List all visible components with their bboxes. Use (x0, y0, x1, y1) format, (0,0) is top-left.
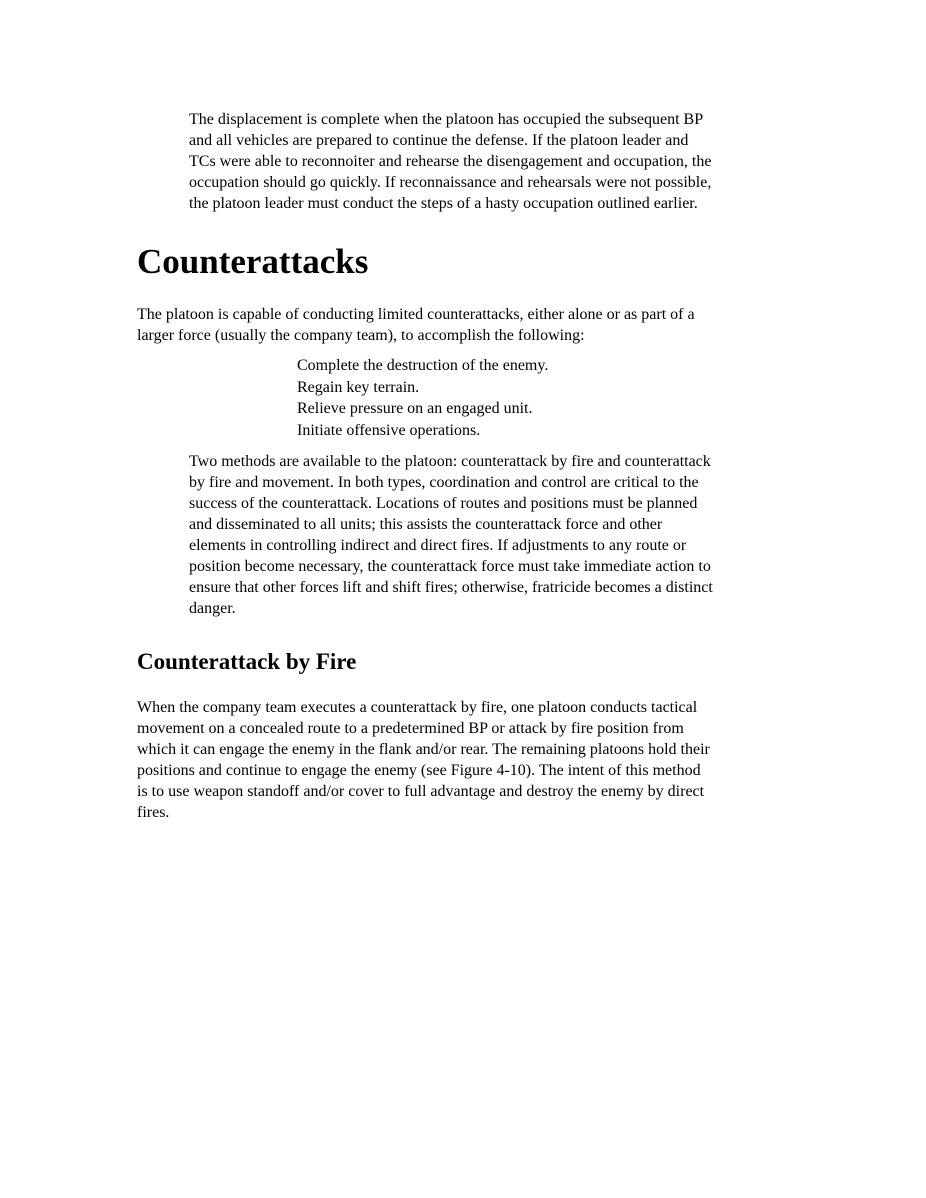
text-line: The displacement is complete when the platoon has occupied the subsequent BP (189, 111, 704, 128)
list-item: Relieve pressure on an engaged unit. (297, 400, 533, 417)
text-line: which it can engage the enemy in the flank and/or rear. The remaining platoons hold their (137, 741, 710, 758)
text-line: fires. (137, 804, 170, 821)
list-item: Regain key terrain. (297, 378, 420, 396)
paragraph-displacement (189, 109, 711, 214)
text-line: the platoon leader must conduct the steps of a hasty occupation outlined earlier. (189, 195, 698, 212)
paragraph-intro (137, 304, 695, 346)
section-heading-counterattacks: Counterattacks (137, 242, 369, 281)
text-line: positions and continue to engage the enemy (see Figure 4-10). The intent of this method (137, 762, 701, 779)
text-line: larger force (usually the company team), to accomplish the following: (137, 327, 585, 344)
text-line: danger. (189, 600, 236, 617)
text-line: ensure that other forces lift and shift fires; otherwise, fratricide becomes a distinct (189, 579, 713, 596)
text-line: When the company team executes a counterattack by fire, one platoon conducts tactical (137, 699, 698, 716)
text-line: success of the counterattack. Locations of routes and positions must be planned (189, 495, 698, 512)
text-line: movement on a concealed route to a predetermined BP or attack by fire position from (137, 720, 684, 737)
text-line: elements in controlling indirect and direct fires. If adjustments to any route or (189, 537, 687, 554)
text-line: position become necessary, the counterattack force must take immediate action to (189, 558, 711, 575)
text-line: Two methods are available to the platoon: counterattack by fire and counterattack (189, 453, 711, 470)
text-line: by fire and movement. In both types, coordination and control are critical to the (189, 474, 699, 491)
section-heading-counterattack-by-fire: Counterattack by Fire (137, 649, 357, 674)
paragraph-methods (189, 451, 713, 619)
text-line: The platoon is capable of conducting limited counterattacks, either alone or as part of a (137, 306, 695, 323)
list-item: Complete the destruction of the enemy. (297, 357, 549, 374)
list-item: Initiate offensive operations. (297, 421, 481, 439)
objectives-list (297, 355, 548, 441)
text-line: TCs were able to reconnoiter and rehearse the disengagement and occupation, the (189, 153, 712, 170)
paragraph-counterattack-by-fire (137, 697, 710, 823)
text-line: and disseminated to all units; this assists the counterattack force and other (189, 516, 663, 533)
text-line: occupation should go quickly. If reconnaissance and rehearsals were not possible, (189, 174, 712, 191)
text-line: and all vehicles are prepared to continue the defense. If the platoon leader and (189, 132, 689, 149)
text-line: is to use weapon standoff and/or cover to full advantage and destroy the enemy by direct (137, 783, 705, 800)
